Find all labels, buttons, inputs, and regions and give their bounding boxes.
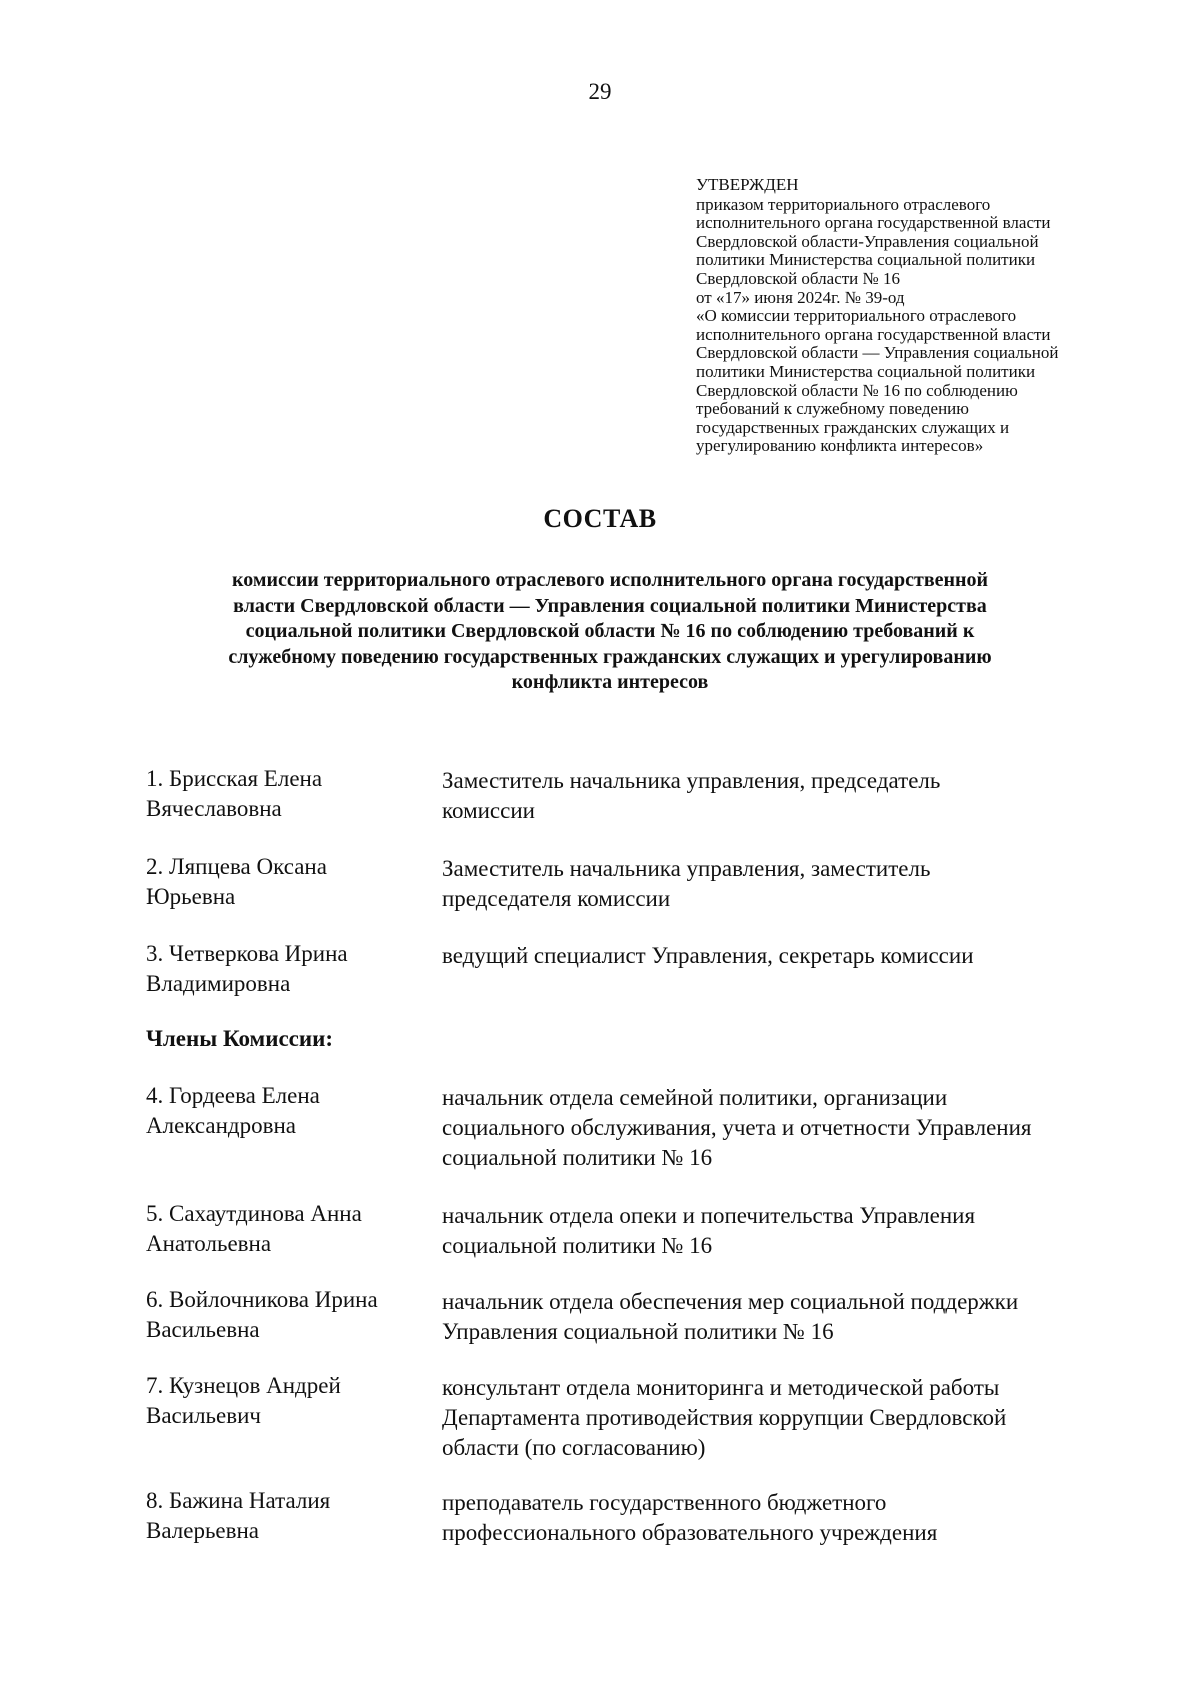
approval-heading: УТВЕРЖДЕН	[696, 175, 799, 194]
member-name-line: Владимировна	[146, 971, 291, 996]
member-role-line: профессионального образовательного учреждения	[442, 1520, 938, 1545]
member-name-line: Юрьевна	[146, 884, 236, 909]
member-name-line: 8. Бажина Наталия	[146, 1488, 331, 1513]
member-name-line: Вячеславовна	[146, 796, 282, 821]
approval-line: Свердловской области № 16 по соблюдению	[696, 380, 1018, 400]
member-name-line: 7. Кузнецов Андрей	[146, 1373, 341, 1398]
member-name	[146, 764, 436, 824]
member-role-line: консультант отдела мониторинга и методической работы	[442, 1375, 1000, 1400]
member-role-line: Заместитель начальника управления, заместитель	[442, 856, 931, 881]
subtitle-line: конфликта интересов	[511, 671, 709, 693]
member-role	[442, 1373, 1142, 1463]
document-title: СОСТАВ	[543, 504, 657, 533]
approval-line: политики Министерства социальной политики	[696, 250, 1036, 270]
member-role-line: начальник отдела семейной политики, организации	[442, 1085, 948, 1110]
member-role	[442, 854, 1142, 914]
subtitle-line: социальной политики Свердловской области № 16 по соблюдению требований к	[245, 620, 975, 642]
member-role-line: начальник отдела обеспечения мер социальной поддержки	[442, 1289, 1019, 1314]
approval-line: «О комиссии территориального отраслевого	[696, 306, 1017, 326]
approval-line: политики Министерства социальной политики	[696, 361, 1036, 381]
page-number: 29	[588, 79, 612, 104]
member-role-line: ведущий специалист Управления, секретарь комиссии	[442, 943, 974, 968]
approval-line: приказом территориального отраслевого	[696, 194, 991, 214]
member-role-line: социального обслуживания, учета и отчетности Управления	[442, 1115, 1032, 1140]
member-role	[442, 766, 1142, 826]
approval-line: урегулированию конфликта интересов»	[696, 436, 984, 456]
member-name-line: Анатольевна	[146, 1231, 272, 1256]
member-role	[442, 1488, 1142, 1548]
approval-line: Свердловской области № 16	[696, 268, 900, 288]
member-name-line: Васильевна	[146, 1317, 260, 1342]
member-role-line: Департамента противодействия коррупции Свердловской	[442, 1405, 1007, 1430]
members-section-label: Члены Комиссии:	[146, 1026, 334, 1051]
document-subtitle	[150, 568, 1070, 696]
approval-line: Свердловской области — Управления социальной	[696, 343, 1059, 363]
subtitle-line: комиссии территориального отраслевого исполнительного органа государственной	[231, 569, 989, 591]
approval-line: исполнительного органа государственной власти	[696, 213, 1051, 233]
member-name	[146, 1285, 436, 1345]
approval-block	[696, 176, 1146, 456]
member-role-line: Заместитель начальника управления, председатель	[442, 768, 941, 793]
member-name	[146, 1081, 436, 1141]
member-role-line: комиссии	[442, 798, 535, 823]
approval-line: Свердловской области-Управления социальной	[696, 231, 1039, 251]
member-name	[146, 939, 436, 999]
member-role-line: социальной политики № 16	[442, 1145, 713, 1170]
member-name-line: Васильевич	[146, 1403, 261, 1428]
member-role	[442, 1083, 1142, 1173]
subtitle-line: служебному поведению государственных гражданских служащих и урегулированию	[228, 645, 992, 668]
member-name	[146, 1371, 436, 1431]
member-role	[442, 1287, 1142, 1347]
member-name-line: 4. Гордеева Елена	[146, 1083, 320, 1108]
member-role-line: области (по согласованию)	[442, 1435, 706, 1460]
member-role-line: преподаватель государственного бюджетного	[442, 1490, 887, 1515]
member-name-line: Александровна	[146, 1113, 296, 1138]
member-name-line: Валерьевна	[146, 1518, 260, 1543]
member-role	[442, 941, 1142, 971]
member-role-line: социальной политики № 16	[442, 1233, 713, 1258]
approval-line: государственных гражданских служащих и	[696, 417, 1010, 437]
approval-line: от «17» июня 2024г. № 39-од	[696, 287, 905, 307]
member-name-line: 5. Сахаутдинова Анна	[146, 1201, 362, 1226]
member-name-line: 1. Брисская Елена	[146, 766, 323, 791]
approval-line: требований к служебному поведению	[696, 399, 969, 419]
member-role-line: начальник отдела опеки и попечительства Управления	[442, 1203, 976, 1228]
member-name-line: 3. Четверкова Ирина	[146, 941, 348, 966]
member-role-line: председателя комиссии	[442, 886, 671, 911]
member-name	[146, 852, 436, 912]
member-name	[146, 1486, 436, 1546]
approval-line: исполнительного органа государственной власти	[696, 324, 1051, 344]
member-name	[146, 1199, 436, 1259]
member-name-line: 6. Войлочникова Ирина	[146, 1287, 378, 1312]
member-name-line: 2. Ляпцева Оксана	[146, 854, 327, 879]
subtitle-line: власти Свердловской области — Управления социальной политики Министерства	[233, 594, 987, 617]
member-role	[442, 1201, 1142, 1261]
member-role-line: Управления социальной политики № 16	[442, 1319, 834, 1344]
